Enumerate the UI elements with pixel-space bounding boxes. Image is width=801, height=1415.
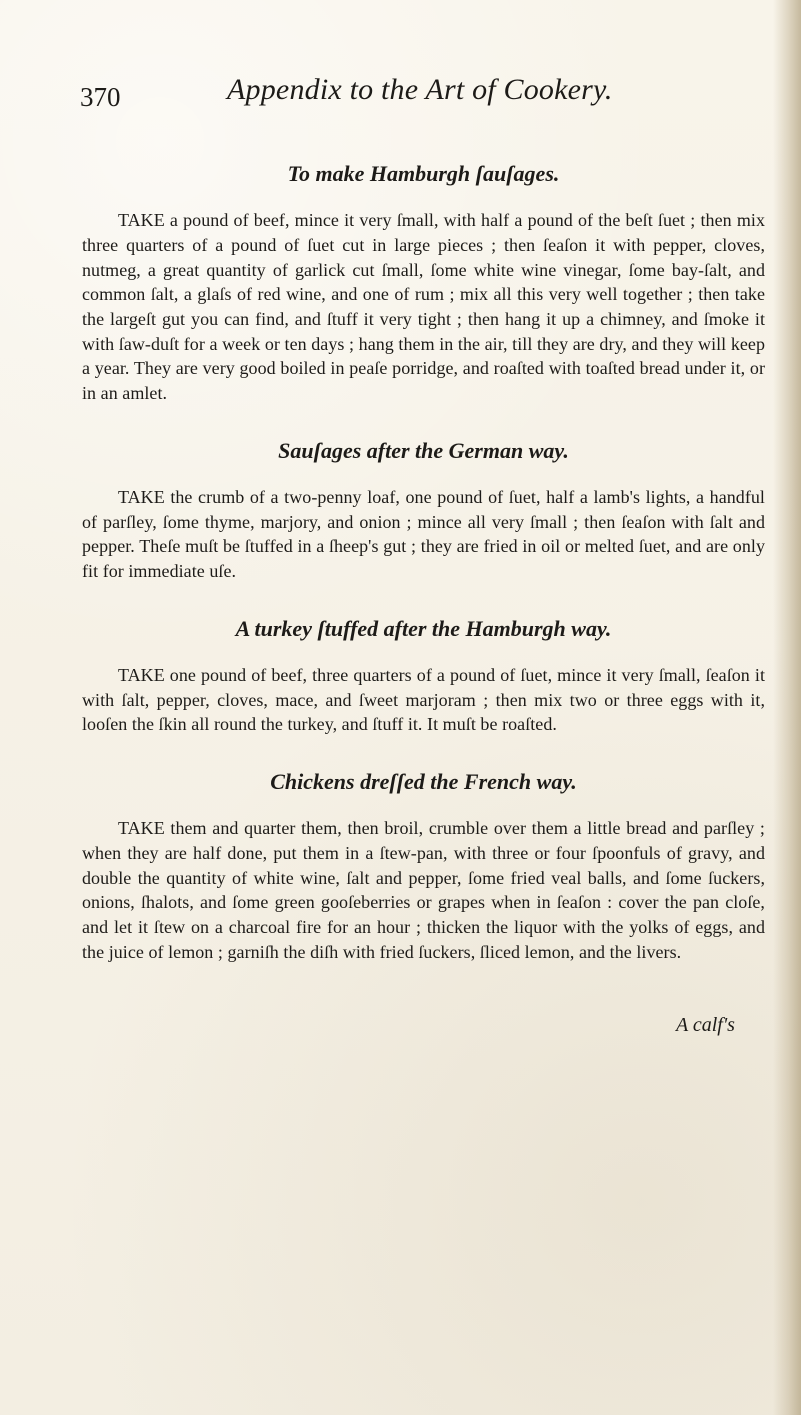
page-edge-shadow <box>773 0 801 1415</box>
recipe-body: TAKE them and quarter them, then broil, crumble over them a little bread and parſley ; when they are half done, put them in a ſtew-pan, with three or four ſpoonfuls of gravy, and double the quantity of white wine, ſalt and pepper, ſome fried veal balls, and ſome ſuckers, onions, ſhalots, and ſome green gooſeberries or grapes when in ſeaſon : cover the pan cloſe, and let it ſtew on a charcoal fire for an hour ; thicken the liquor with the yolks of eggs, and the juice of lemon ; garniſh the diſh with fried ſuckers, ſliced lemon, and the livers. <box>82 818 765 962</box>
recipe-title: Chickens dreſſed the French way. <box>270 769 577 795</box>
recipe-body: TAKE one pound of beef, three quarters of a pound of ſuet, mince it very ſmall, ſeaſon it with ſalt, pepper, cloves, mace, and ſweet marjoram ; then mix two or three eggs with it, looſen the ſkin all round the turkey, and ſtuff it. It muſt be roaſted. <box>82 665 765 735</box>
recipe-title: To make Hamburgh ſauſages. <box>287 161 560 186</box>
recipe-section-stuffed-turkey <box>82 617 765 737</box>
running-head: Appendix to the Art of Cookery. <box>227 73 613 106</box>
recipe-body: TAKE the crumb of a two-penny loaf, one pound of ſuet, half a lamb's lights, a handful of parſley, ſome thyme, marjory, and onion ; mince all very ſmall ; then ſeaſon with ſalt and pepper. Theſe muſt be ſtuffed in a ſheep's gut ; they are fried in oil or melted ſuet, and are only fit for immediate uſe. <box>82 487 765 582</box>
page-number: 370 <box>80 82 121 112</box>
recipe-title: A turkey ſtuffed after the Hamburgh way. <box>235 615 612 641</box>
recipe-section-french-chickens <box>82 770 765 964</box>
recipe-section-hamburgh-sausages <box>82 162 765 406</box>
recipe-body: TAKE a pound of beef, mince it very ſmall, with half a pound of the beſt ſuet ; then mix three quarters of a pound of ſuet cut in large pieces ; then ſeaſon it with pepper, cloves, nutmeg, a great quantity of garlick cut ſmall, ſome white wine vinegar, ſome bay-ſalt, and common ſalt, a glaſs of red wine, and one of rum ; mix all this very well together ; then take the largeſt gut you can find, and ſtuff it very tight ; then hang it up a chimney, and ſmoke it with ſaw-duſt for a week or ten days ; hang them in the air, till they are dry, and they will keep a year. They are very good boiled in peaſe porridge, and roaſted with toaſted bread under it, or in an amlet. <box>82 210 765 404</box>
catchword: A calf's <box>676 1014 735 1036</box>
page-header <box>80 70 720 120</box>
recipe-content <box>82 162 765 965</box>
recipe-section-german-sausages <box>82 439 765 584</box>
recipe-title: Sauſages after the German way. <box>278 437 569 463</box>
